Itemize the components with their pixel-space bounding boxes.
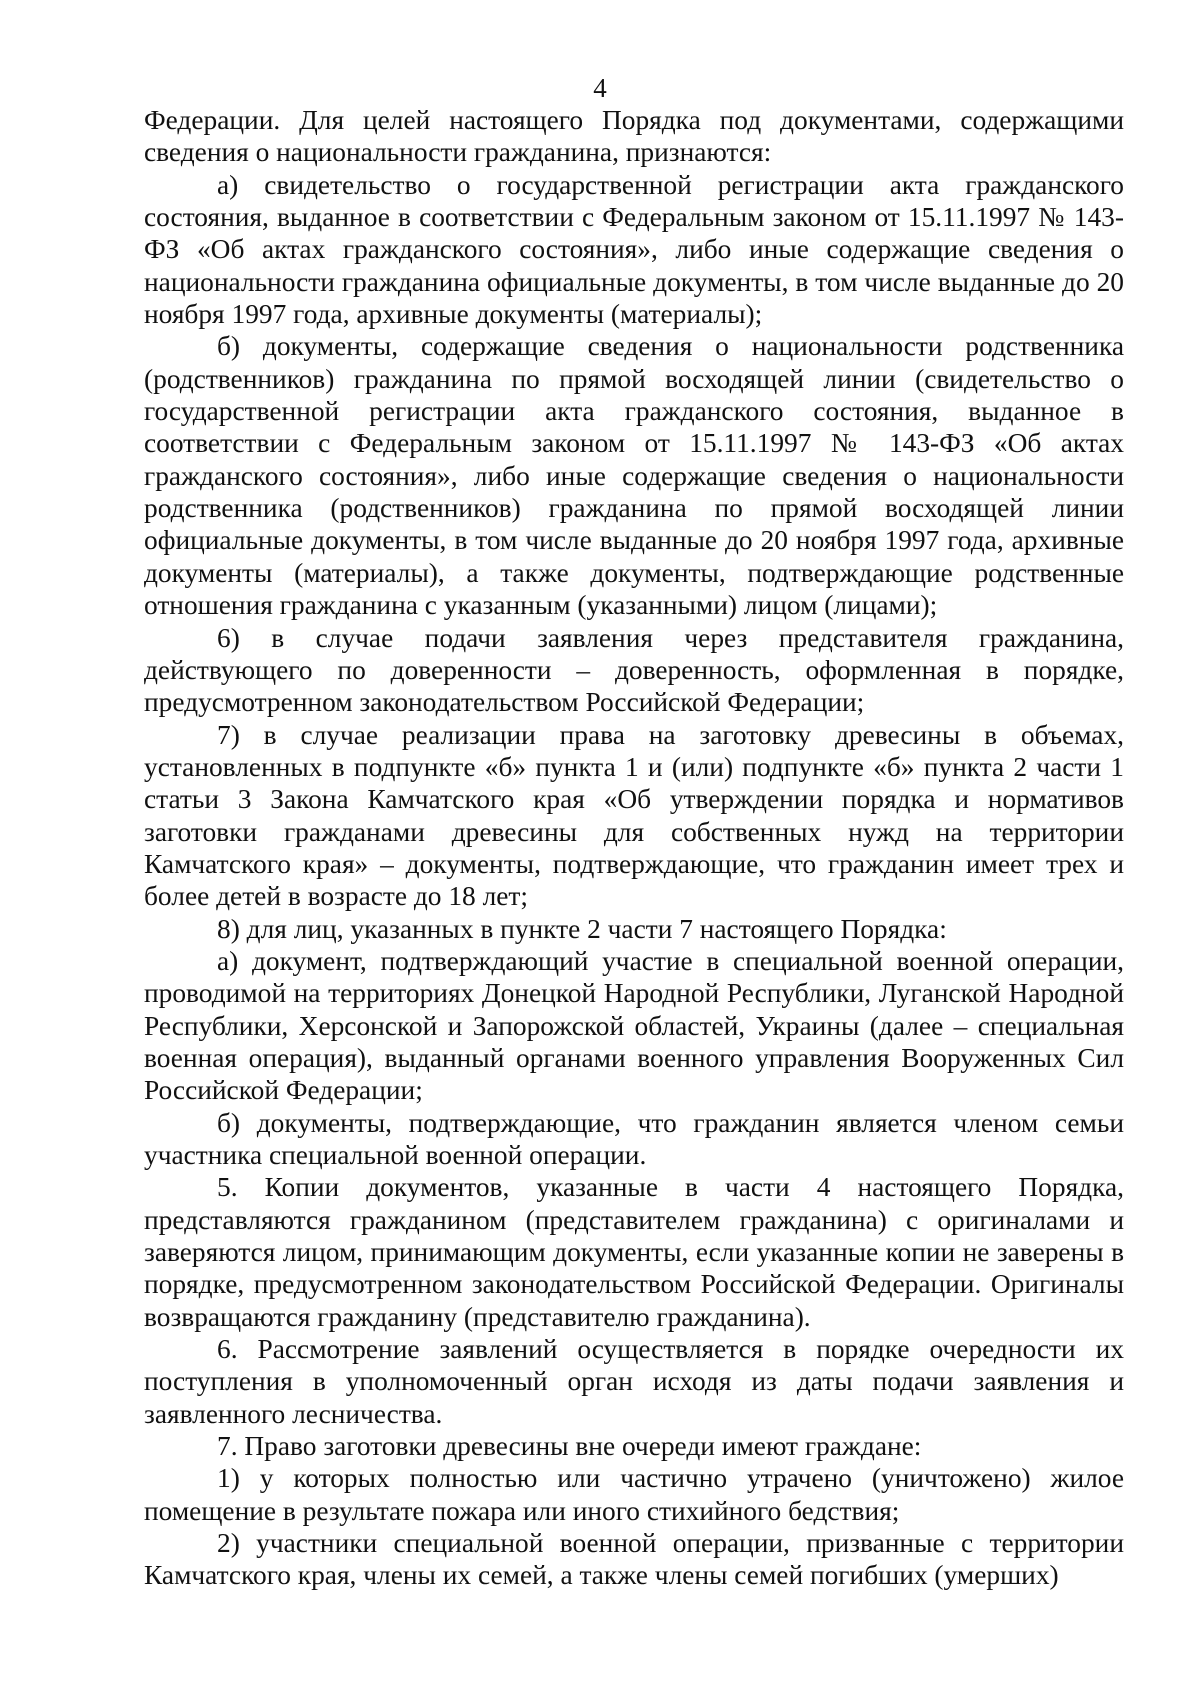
paragraph: 1) у которых полностью или частично утрачено (уничтожено) жилое помещение в результате пожара или иного стихийного бедствия; [144, 1463, 1124, 1526]
paragraph: а) свидетельство о государственной регистрации акта гражданского состояния, выданное в соответствии с Федеральным законом от 15.11.1997 № 143-ФЗ «Об актах гражданского состояния», либо иные содержащие сведения о национальности гражданина официальные документы, в том числе выданные до 20 ноября 1997 года, архивные документы (материалы); [144, 169, 1124, 330]
paragraph: б) документы, содержащие сведения о национальности родственника (родственников) гражданина по прямой восходящей линии (свидетельство о государственной регистрации акта гражданского состояния, выданное в соответствии с Федеральным законом от 15.11.1997 № 143-ФЗ «Об актах гражданского состояния», либо иные содержащие сведения о национальности родственника (родственников) гражданина по прямой восходящей линии официальные документы, в том числе выданные до 20 ноября 1997 года, архивные документы (материалы), а также документы, подтверждающие родственные отношения гражданина с указанным (указанными) лицом (лицами); [144, 331, 1124, 621]
paragraph: 2) участники специальной военной операции, призванные с территории Камчатского края, члены их семей, а также члены семей погибших (умерших) [144, 1528, 1124, 1591]
paragraph: б) документы, подтверждающие, что гражданин является членом семьи участника специальной военной операции. [144, 1107, 1124, 1170]
paragraph: Федерации. Для целей настоящего Порядка под документами, содержащими сведения о национальности гражданина, признаются: [144, 105, 1124, 168]
paragraph: 7) в случае реализации права на заготовку древесины в объемах, установленных в подпункте «б» пункта 1 и (или) подпункте «б» пункта 2 части 1 статьи 3 Закона Камчатского края «Об утверждении порядка и нормативов заготовки гражданами древесины для собственных нужд на территории Камчатского края» – документы, подтверждающие, что гражданин имеет трех и более детей в возрасте до 18 лет; [144, 719, 1124, 912]
document-body [144, 104, 1124, 1592]
paragraph: 6) в случае подачи заявления через представителя гражданина, действующего по доверенности – доверенность, оформленная в порядке, предусмотренном законодательством Российской Федерации; [144, 622, 1124, 718]
paragraph: 6. Рассмотрение заявлений осуществляется в порядке очередности их поступления в уполномоченный орган исходя из даты подачи заявления и заявленного лесничества. [144, 1334, 1124, 1429]
page-number: 4 [593, 73, 607, 103]
paragraph: 8) для лиц, указанных в пункте 2 части 7 настоящего Порядка: [217, 913, 947, 944]
paragraph: а) документ, подтверждающий участие в специальной военной операции, проводимой на территориях Донецкой Народной Республики, Луганской Народной Республики, Херсонской и Запорожской областей, Украины (далее – специальная военная операция), выданный органами военного управления Вооруженных Сил Российской Федерации; [144, 945, 1124, 1106]
paragraph: 7. Право заготовки древесины вне очереди имеют граждане: [217, 1431, 922, 1462]
paragraph: 5. Копии документов, указанные в части 4 настоящего Порядка, представляются гражданином (представителем гражданина) с оригиналами и заверяются лицом, принимающим документы, если указанные копии не заверены в порядке, предусмотренном законодательством Российской Федерации. Оригиналы возвращаются гражданину (представителю гражданина). [144, 1172, 1124, 1332]
